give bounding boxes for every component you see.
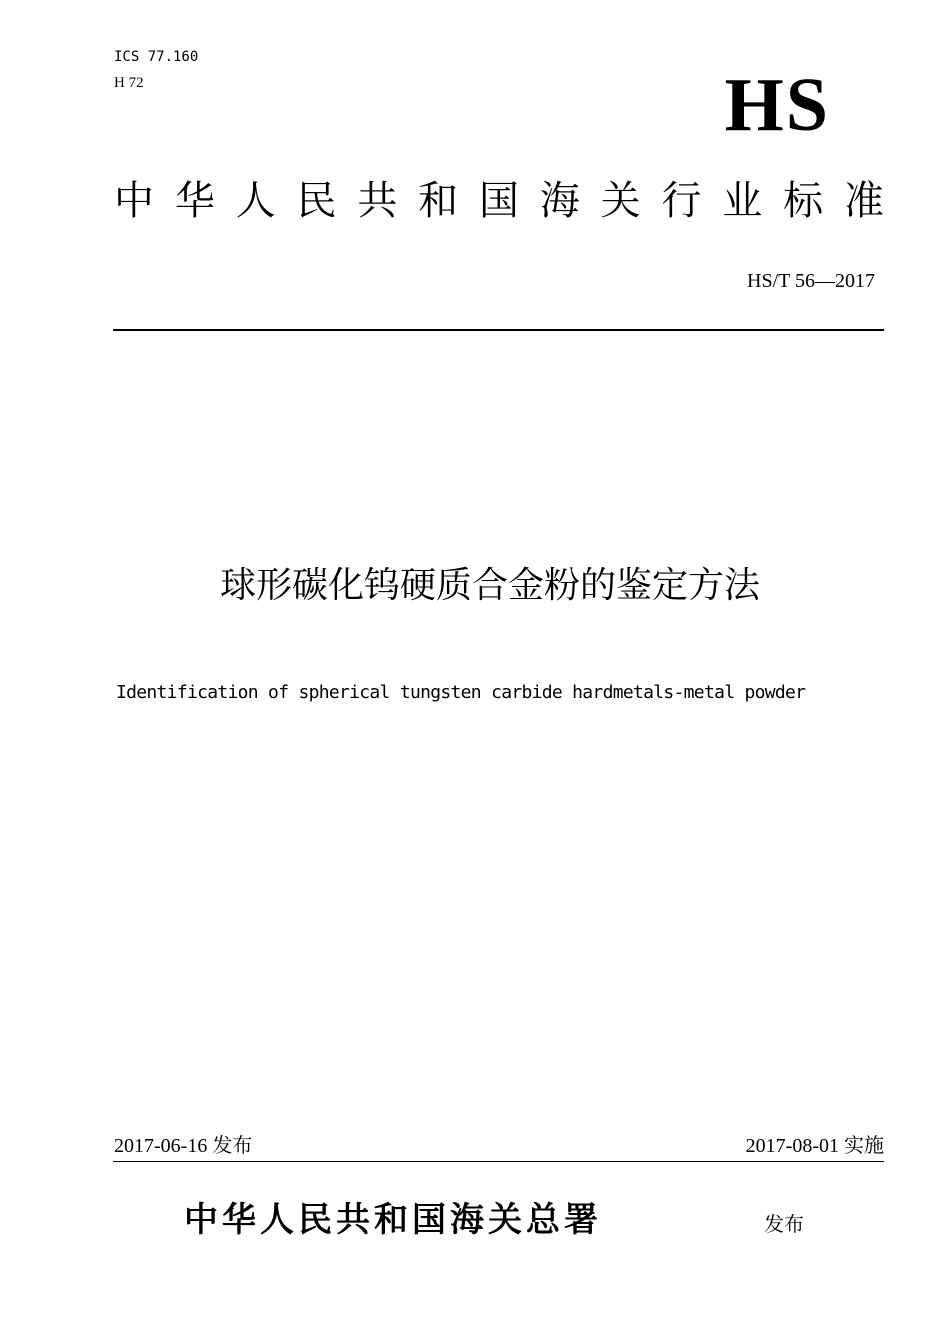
document-title-chinese: 球形碳化钨硬质合金粉的鉴定方法 [219, 565, 760, 606]
standard-category-char: 海 [539, 178, 580, 224]
implementation-date: 2017-08-01 实施 [745, 1135, 884, 1157]
issue-suffix: 发布 [764, 1212, 804, 1236]
issue-date: 2017-06-16 发布 [114, 1135, 253, 1157]
hs-logo: HS [724, 63, 830, 147]
standard-category-char: 共 [357, 178, 398, 224]
ccs-code: H 72 [114, 75, 144, 91]
ics-code: ICS 77.160 [114, 49, 199, 65]
document-title-english: Identification of spherical tungsten carbide hardmetals-metal powder [116, 682, 806, 703]
standard-category-char: 行 [661, 178, 702, 224]
standard-category-char: 民 [296, 178, 337, 224]
standard-category [114, 174, 884, 228]
standard-category-char: 关 [600, 178, 641, 224]
standard-category-char: 中 [114, 178, 154, 224]
standard-category-char: 业 [722, 178, 763, 224]
standard-category-char: 标 [783, 178, 824, 224]
standard-category-char: 和 [418, 178, 459, 224]
standard-category-char: 人 [235, 178, 276, 224]
standard-number: HS/T 56—2017 [747, 270, 875, 292]
issuing-authority: 中华人民共和国海关总署 [184, 1200, 602, 1240]
standard-category-char: 准 [843, 178, 884, 224]
bottom-divider [113, 1161, 884, 1162]
standard-category-char: 华 [174, 178, 215, 224]
top-divider [113, 329, 884, 331]
standard-category-char: 国 [478, 178, 519, 224]
